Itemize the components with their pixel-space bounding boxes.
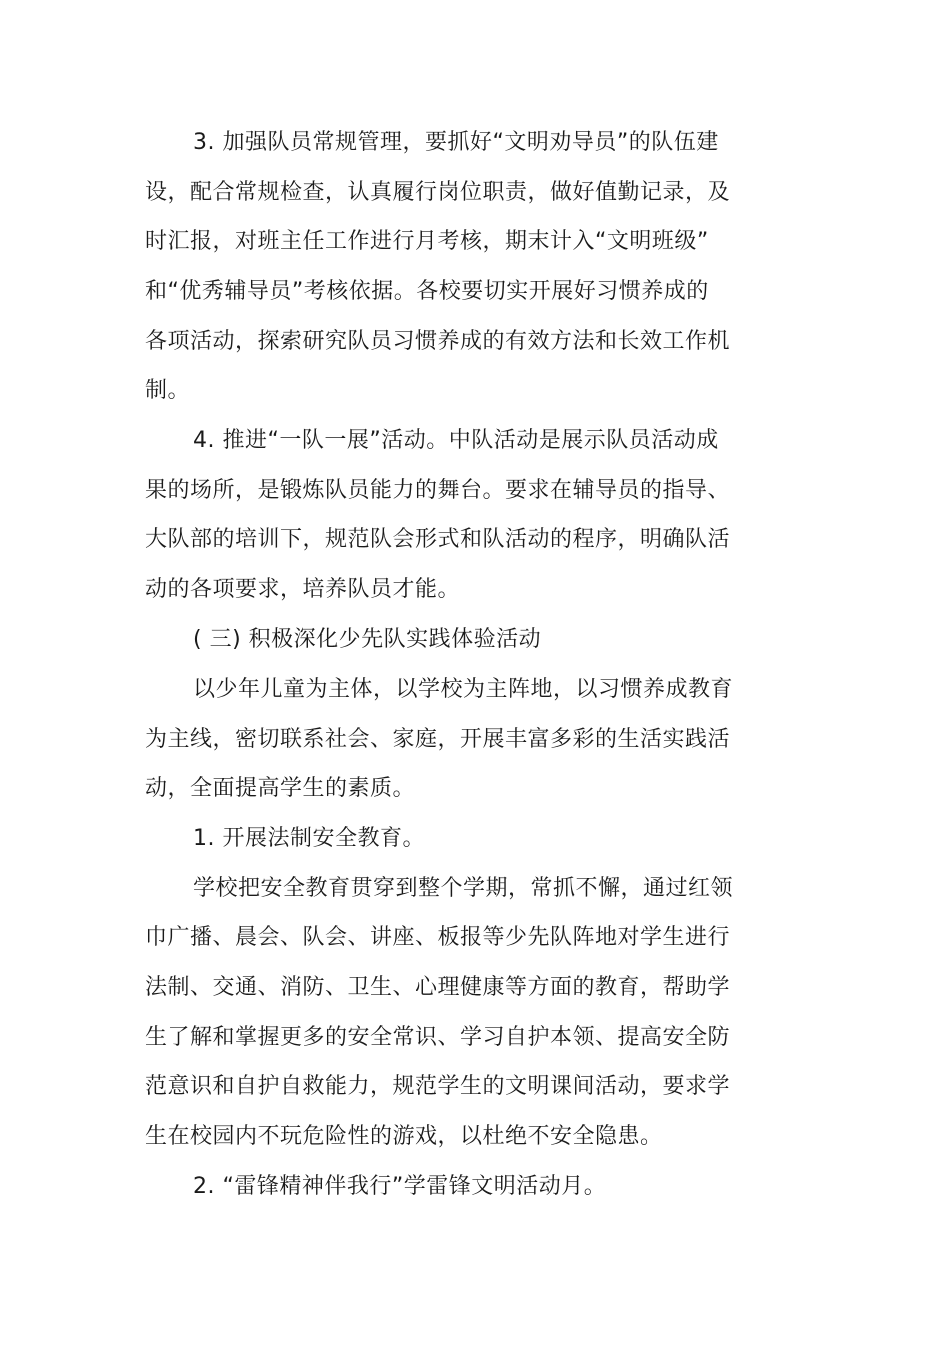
text-line: 动的各项要求，培养队员才能。 — [145, 577, 461, 602]
text-line: 大队部的培训下，规范队会形式和队活动的程序，明确队活 — [145, 527, 731, 552]
text-line: 和“优秀辅导员”考核依据。各校要切实开展好习惯养成的 — [145, 279, 709, 304]
text-line: 生了解和掌握更多的安全常识、学习自护本领、提高安全防 — [145, 1025, 731, 1050]
text-line: 果的场所，是锻炼队员能力的舞台。要求在辅导员的指导、 — [145, 478, 731, 503]
text-line: 以少年儿童为主体，以学校为主阵地，以习惯养成教育 — [193, 677, 734, 702]
text-line: 4. 推进“一队一展”活动。中队活动是展示队员活动成 — [193, 428, 719, 453]
text-line: 动，全面提高学生的素质。 — [145, 776, 416, 801]
text-line: 时汇报，对班主任工作进行月考核，期末计入“文明班级” — [145, 229, 709, 254]
text-line: 设，配合常规检查，认真履行岗位职责，做好值勤记录，及 — [145, 180, 731, 205]
text-line: 范意识和自护自救能力，规范学生的文明课间活动，要求学 — [145, 1074, 731, 1099]
text-line: 学校把安全教育贯穿到整个学期，常抓不懈，通过红领 — [193, 876, 734, 901]
text-line: 3. 加强队员常规管理，要抓好“文明劝导员”的队伍建 — [193, 130, 719, 155]
heading-text: ( 三) 积极深化少先队实践体验活动 — [193, 627, 542, 652]
text-line: 法制、交通、消防、卫生、心理健康等方面的教育，帮助学 — [145, 975, 731, 1000]
text-line: 各项活动，探索研究队员习惯养成的有效方法和长效工作机 — [145, 329, 731, 354]
text-line: 为主线，密切联系社会、家庭，开展丰富多彩的生活实践活 — [145, 727, 731, 752]
heading-text: 2. “雷锋精神伴我行”学雷锋文明活动月。 — [193, 1174, 607, 1199]
text-line: 生在校园内不玩危险性的游戏，以杜绝不安全隐患。 — [145, 1124, 663, 1149]
text-line: 制。 — [145, 378, 191, 403]
heading-text: 1. 开展法制安全教育。 — [193, 826, 425, 851]
text-line: 巾广播、晨会、队会、讲座、板报等少先队阵地对学生进行 — [145, 925, 731, 950]
